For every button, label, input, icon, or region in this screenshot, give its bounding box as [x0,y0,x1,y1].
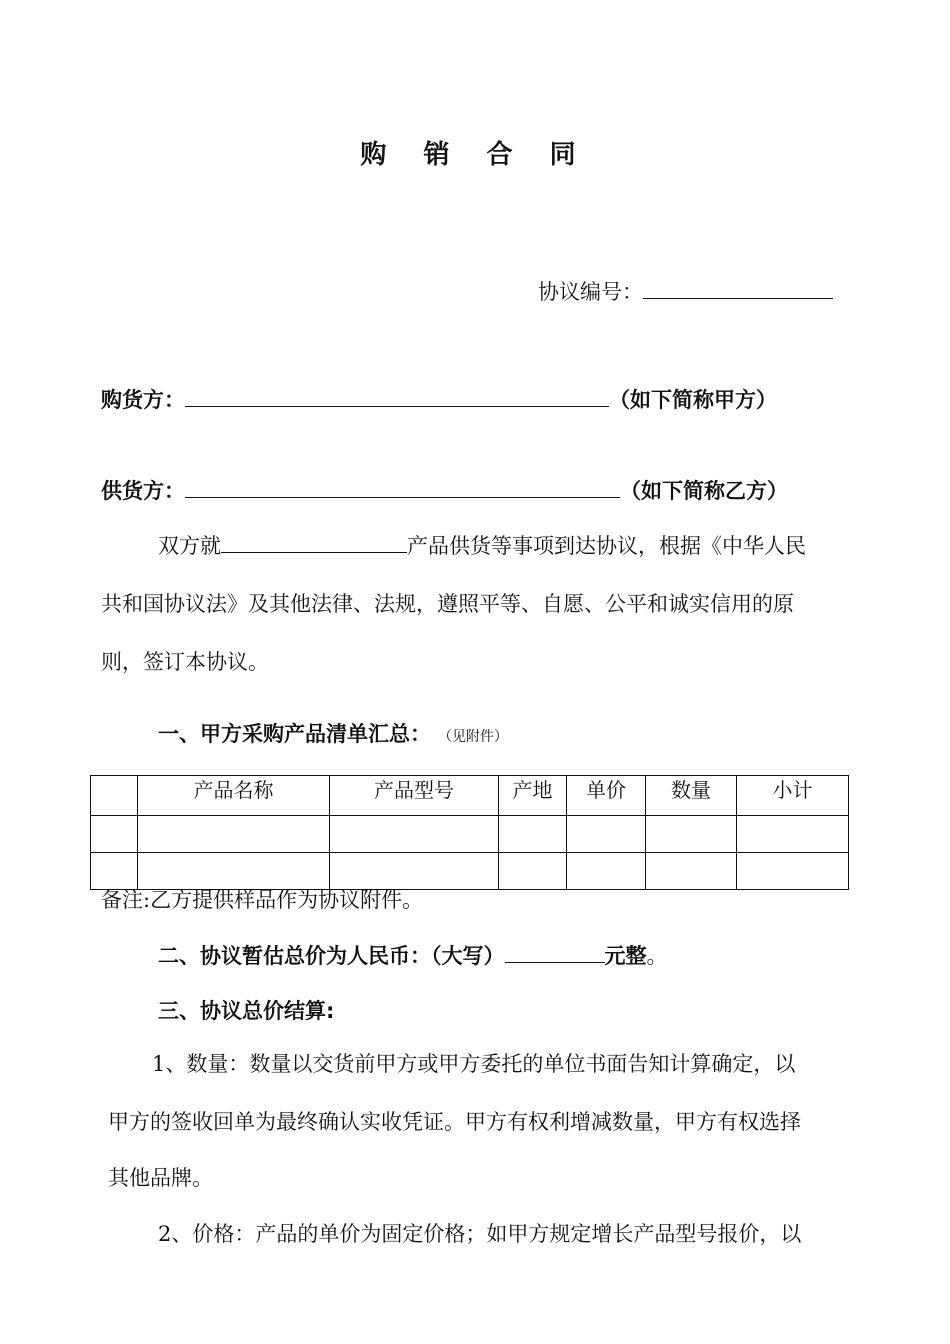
intro-line-1-rest: 产品供货等事项到达协议，根据《中华人民 [407,534,806,558]
section-1-heading: 一、甲方采购产品清单汇总： [158,722,431,746]
product-table [90,775,849,890]
table-cell[interactable] [330,816,499,853]
total-price-field[interactable] [505,940,605,963]
table-header-unit-price: 单价 [567,776,646,816]
table-cell[interactable] [138,816,330,853]
table-remark: 备注:乙方提供样品作为协议附件。 [101,888,424,912]
buyer-note: （如下简称甲方） [609,388,777,412]
table-cell[interactable] [91,853,138,890]
table-header-cell [91,776,138,816]
table-header-product-name: 产品名称 [138,776,330,816]
table-header-product-model: 产品型号 [330,776,499,816]
table-cell[interactable] [567,853,646,890]
table-cell[interactable] [138,853,330,890]
section-2-suffix: 元整 [604,944,647,968]
table-cell[interactable] [567,816,646,853]
intro-line-2: 共和国协议法》及其他法律、法规，遵照平等、自愿、公平和诚实信用的原 [101,592,794,616]
table-header-subtotal: 小计 [737,776,849,816]
buyer-label: 购货方： [101,388,185,412]
agreement-number-label: 协议编号： [538,280,643,304]
supplier-field[interactable] [185,475,620,498]
table-row [91,853,849,890]
table-cell[interactable] [737,816,849,853]
clause-2-line-1: 2、价格：产品的单价为固定价格；如甲方规定增长产品型号报价，以 [158,1222,802,1246]
buyer-line [101,384,777,415]
table-cell[interactable] [646,853,737,890]
section-1-note: （见附件） [445,729,508,745]
section-3-heading: 三、协议总价结算: [158,999,335,1023]
table-header-row [91,776,849,816]
intro-prefix: 双方就 [158,534,221,558]
table-cell[interactable] [499,853,567,890]
table-cell[interactable] [499,816,567,853]
table-cell[interactable] [330,853,499,890]
supplier-label: 供货方： [101,479,185,503]
section-2-period: 。 [646,944,668,968]
agreement-number-field[interactable] [643,276,833,299]
intro-product-field[interactable] [221,530,407,553]
clause-1-line-1: 1、数量：数量以交货前甲方或甲方委托的单位书面告知计算确定，以 [152,1052,796,1076]
clause-1-line-2: 甲方的签收回单为最终确认实收凭证。甲方有权利增减数量，甲方有权选择 [108,1110,801,1134]
supplier-line [101,475,788,506]
section-1 [158,719,508,752]
document-title: 购 销 合 同 [360,140,590,170]
supplier-note: （如下简称乙方） [620,479,788,503]
table-row [91,816,849,853]
table-cell[interactable] [91,816,138,853]
agreement-number [538,276,833,307]
table-cell[interactable] [646,816,737,853]
buyer-field[interactable] [185,384,609,407]
intro-line-1 [158,530,806,561]
table-cell[interactable] [737,853,849,890]
section-2-heading: 二、协议暂估总价为人民币：（大写） [158,944,505,968]
table-header-quantity: 数量 [646,776,737,816]
intro-line-3: 则，签订本协议。 [101,650,269,674]
clause-1-line-3: 其他品牌。 [108,1166,213,1190]
section-2 [158,940,668,971]
table-header-origin: 产地 [499,776,567,816]
